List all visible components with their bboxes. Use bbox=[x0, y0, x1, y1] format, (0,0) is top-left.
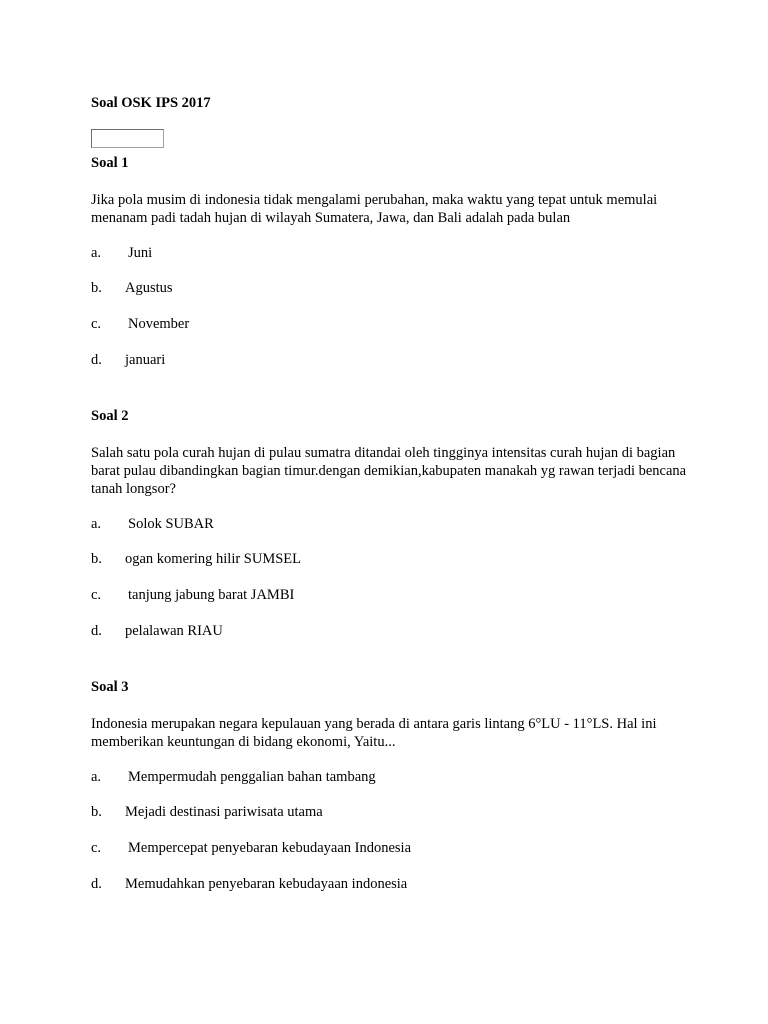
option-text: ogan komering hilir SUMSEL bbox=[125, 551, 302, 567]
question-heading: Soal 1 bbox=[91, 155, 129, 171]
option-text: Solok SUBAR bbox=[128, 516, 214, 532]
document-title: Soal OSK IPS 2017 bbox=[91, 95, 211, 111]
option-letter: b. bbox=[91, 551, 102, 567]
option-letter: b. bbox=[91, 280, 102, 296]
question-heading: Soal 3 bbox=[91, 679, 129, 695]
option-letter: c. bbox=[91, 840, 102, 856]
option-letter: d. bbox=[91, 876, 102, 892]
option-letter: d. bbox=[91, 352, 102, 368]
option-text: Juni bbox=[128, 245, 153, 261]
question-text: Salah satu pola curah hujan di pulau sumatra ditandai oleh tingginya intensitas curah hujan di bagian barat pulau dibandingkan bagian timur.dengan demikian,kabupaten manakah yg rawan terjadi bencana tanah longsor? bbox=[91, 445, 687, 497]
option-text: Agustus bbox=[125, 280, 173, 296]
option-text: januari bbox=[125, 352, 166, 368]
option-text: November bbox=[128, 316, 190, 332]
option-letter: d. bbox=[91, 623, 102, 639]
option-text: Mejadi destinasi pariwisata utama bbox=[125, 804, 323, 820]
question-text: Indonesia merupakan negara kepulauan yang berada di antara garis lintang 6°LU - 11°LS. Hal ini memberikan keuntungan di bidang ekonomi, Yaitu... bbox=[91, 716, 657, 750]
option-text: pelalawan RIAU bbox=[125, 623, 223, 639]
option-text: Mempercepat penyebaran kebudayaan Indonesia bbox=[128, 840, 412, 856]
option-text: Mempermudah penggalian bahan tambang bbox=[128, 769, 376, 785]
option-letter: c. bbox=[91, 587, 102, 603]
option-letter: c. bbox=[91, 316, 102, 332]
option-text: Memudahkan penyebaran kebudayaan indonesia bbox=[125, 876, 408, 892]
option-letter: b. bbox=[91, 804, 102, 820]
answer-input-box[interactable] bbox=[91, 129, 164, 148]
question-text: Jika pola musim di indonesia tidak mengalami perubahan, maka waktu yang tepat untuk memulai menanam padi tadah hujan di wilayah Sumatera, Jawa, dan Bali adalah pada bulan bbox=[91, 192, 658, 226]
option-letter: a. bbox=[91, 516, 102, 532]
option-letter: a. bbox=[91, 245, 102, 261]
question-heading: Soal 2 bbox=[91, 408, 129, 424]
option-letter: a. bbox=[91, 769, 102, 785]
option-text: tanjung jabung barat JAMBI bbox=[128, 587, 295, 603]
